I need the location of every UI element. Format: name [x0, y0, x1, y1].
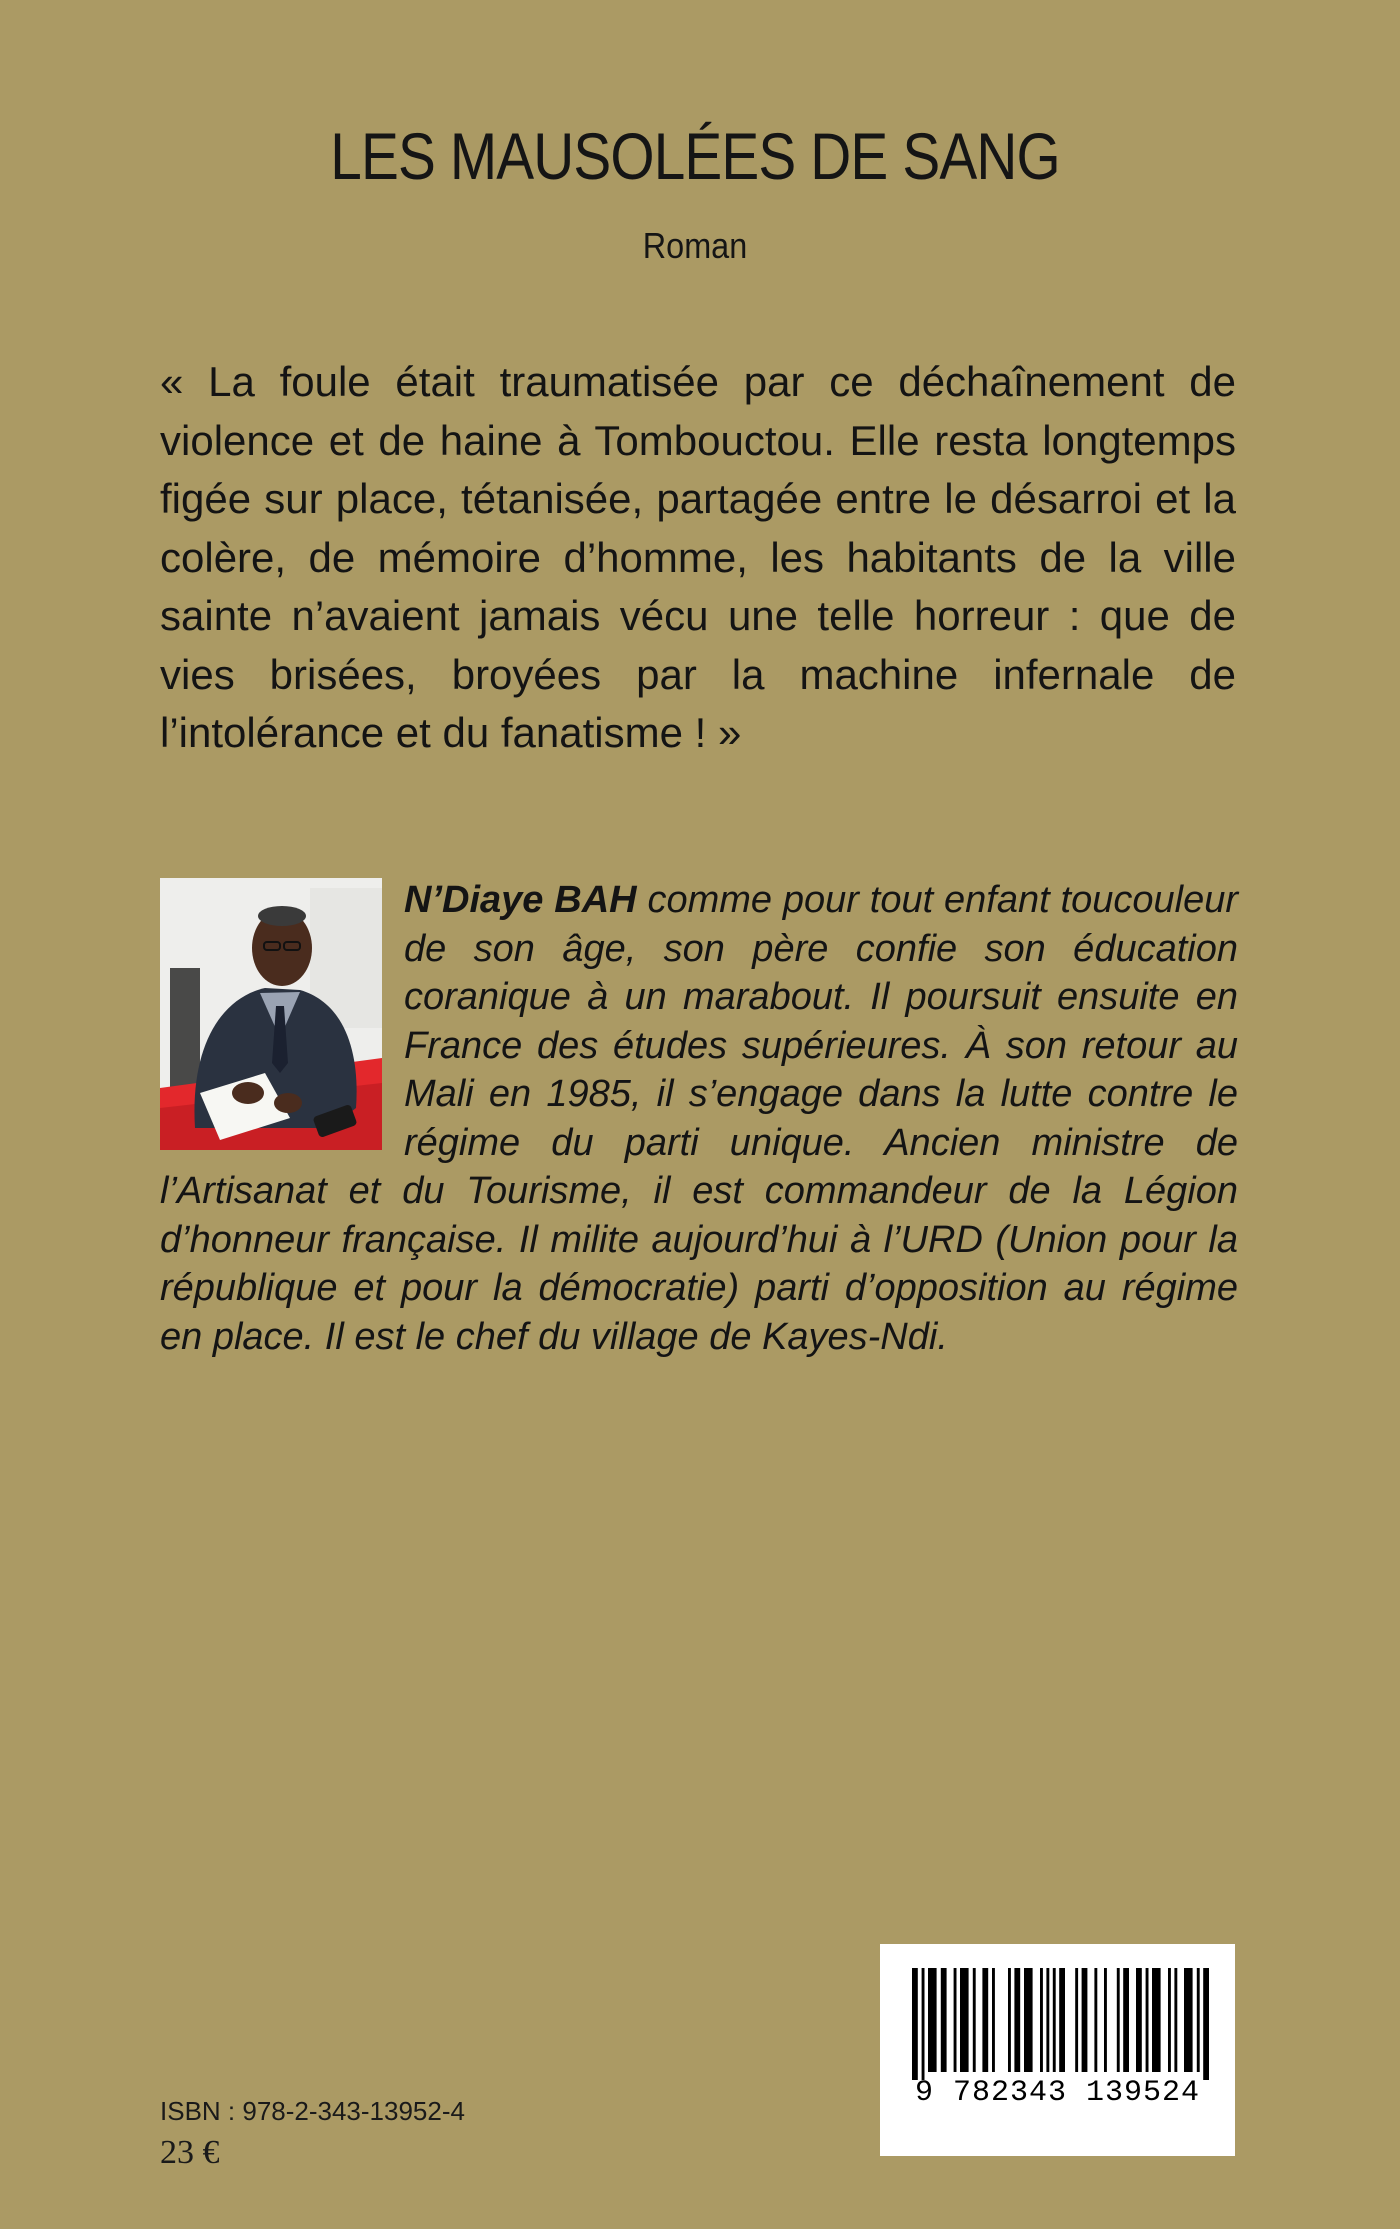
author-photo: [160, 878, 382, 1150]
barcode-bar: [1117, 1968, 1120, 2072]
barcode: [880, 1944, 1235, 2156]
barcode-digits: 9 782343 139524: [914, 2076, 1201, 2110]
barcode-bar: [1059, 1968, 1065, 2072]
barcode-bars: [880, 1944, 1235, 2156]
barcode-bar: [1168, 1968, 1171, 2072]
author-bio-text: comme pour tout enfant toucouleur de son âge, son père confie son éducation coranique à un marabout. Il poursuit ensuite en France des études supérieures. À son retour au Mali en 1985, il s’engage dans la lutte contre le régime du parti unique. Ancien ministre de l’Artisanat et du Tourisme, il est commandeur de la Légion d’honneur française. Il milite aujourd’hui à l’URD (Union pour la république et pour la démocratie) parti d’opposition au régime en place. Il est le chef du village de Kayes-Ndi.: [160, 879, 1238, 1358]
barcode-bar: [1008, 1968, 1011, 2072]
barcode-bar: [941, 1968, 947, 2072]
barcode-bar: [1040, 1968, 1043, 2072]
barcode-bar: [973, 1968, 976, 2072]
barcode-bar: [1082, 1968, 1088, 2072]
barcode-bar: [922, 1968, 925, 2080]
barcode-bar: [1174, 1968, 1177, 2072]
barcode-bar: [1053, 1968, 1056, 2072]
isbn: ISBN : 978-2-343-13952-4: [160, 2096, 465, 2126]
author-name: N’Diaye BAH: [404, 879, 637, 921]
book-genre: Roman: [642, 225, 748, 266]
barcode-bar: [982, 1968, 988, 2072]
barcode-bar: [928, 1968, 937, 2072]
barcode-bar: [1104, 1968, 1107, 2072]
barcode-bar: [992, 1968, 995, 2072]
barcode-bar: [1014, 1968, 1020, 2072]
barcode-bar: [1123, 1968, 1129, 2072]
barcode-bar: [1184, 1968, 1193, 2072]
back-cover-quote: « La foule était traumatisée par ce déchaînement de violence et de haine à Tombouctou. Elle resta longtemps figée sur place, tétanisée, partagée entre le désarroi et la colère, de mémoire d’homme, les habitants de la ville sainte n’avaient jamais vécu une telle horreur : que de vies brisées, broyées par la machine infernale de l’intolérance et du fanatisme ! »: [160, 358, 1236, 756]
barcode-bar: [1024, 1968, 1033, 2072]
barcode-bar: [1075, 1968, 1078, 2072]
barcode-bar: [1197, 1968, 1200, 2072]
barcode-bar: [1094, 1968, 1097, 2072]
barcode-bar: [1152, 1968, 1161, 2072]
barcode-bar: [1136, 1968, 1142, 2072]
price: 23 €: [160, 2134, 220, 2171]
barcode-bar: [1146, 1968, 1149, 2072]
book-title: LES MAUSOLÉES DE SANG: [330, 119, 1060, 193]
barcode-bar: [1046, 1968, 1049, 2072]
barcode-bar: [960, 1968, 969, 2072]
barcode-bar: [912, 1968, 918, 2080]
barcode-bar: [1203, 1968, 1209, 2080]
barcode-bar: [954, 1968, 957, 2072]
author-bio-section: [160, 876, 1238, 1361]
